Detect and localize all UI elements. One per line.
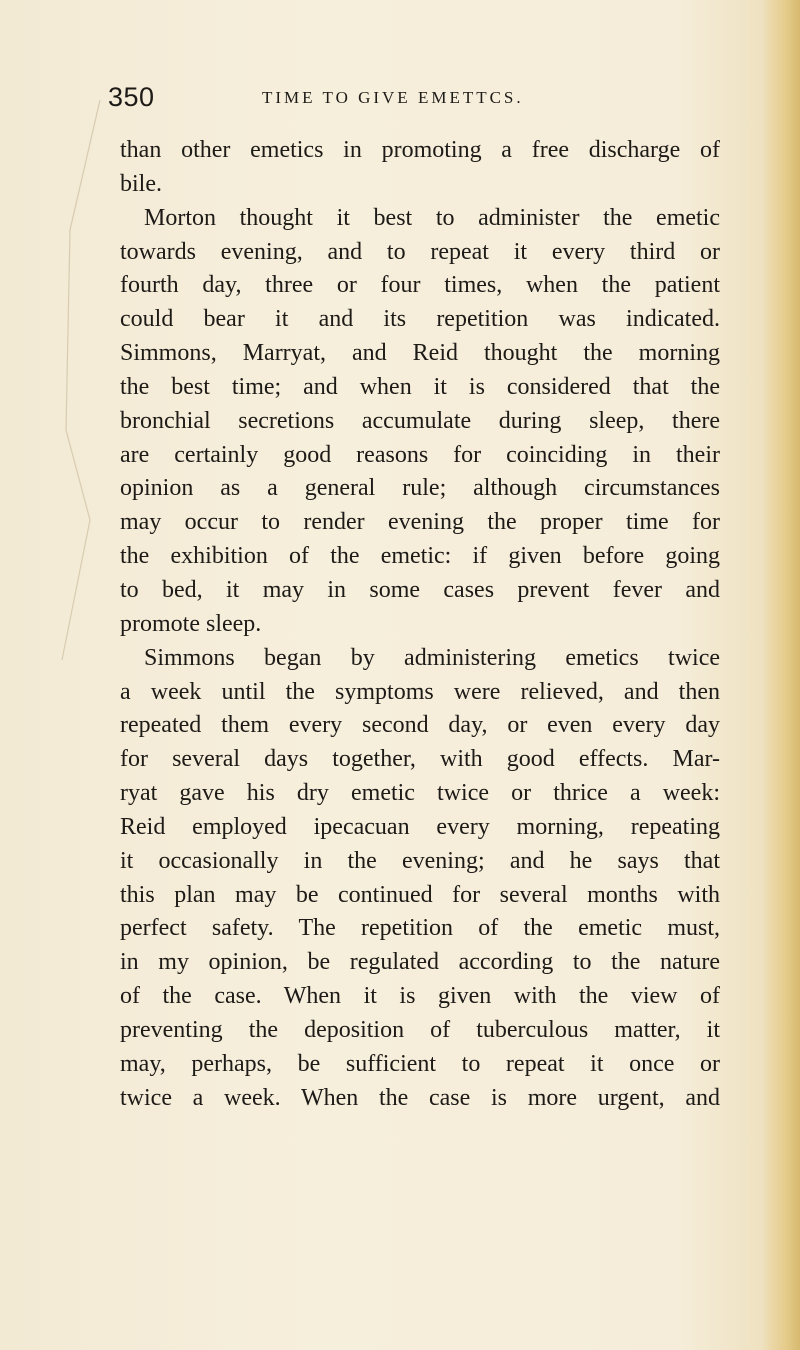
text-line: than other emetics in promoting a free discharge of (120, 137, 720, 163)
text-line: Morton thought it best to administer the emetic (144, 204, 720, 231)
page-number: 350 (108, 82, 155, 112)
page-header (108, 82, 728, 122)
text-line: fourth day, three or four times, when the patient (120, 272, 720, 299)
text-line: are certainly good reasons for coinciding in their (120, 441, 720, 468)
text-line: perfect safety. The repetition of the emetic must, (120, 915, 720, 942)
body-text (120, 134, 720, 1115)
text-line: may occur to render evening the proper time for (120, 509, 720, 536)
text-line: opinion as a general rule; although circumstances (120, 475, 720, 502)
text-line: ryat gave his dry emetic twice or thrice a week: (120, 780, 720, 807)
text-line: for several days together, with good effects. Mar- (120, 746, 720, 773)
text-line: promote sleep. (120, 610, 262, 637)
paper-crease (60, 100, 110, 660)
text-line: Simmons, Marryat, and Reid thought the morning (120, 340, 720, 367)
text-line: could bear it and its repetition was indicated. (120, 306, 720, 333)
text-line: to bed, it may in some cases prevent fever and (120, 576, 720, 603)
text-line: the exhibition of the emetic: if given before going (120, 543, 720, 570)
running-head: TIME TO GIVE EMETTCS. (262, 88, 524, 107)
text-line: of the case. When it is given with the view of (120, 983, 720, 1010)
text-line: in my opinion, be regulated according to the nature (120, 949, 720, 976)
text-line: Simmons began by administering emetics twice (144, 644, 720, 671)
text-line: may, perhaps, be sufficient to repeat it once or (120, 1050, 720, 1077)
page-edge-stain (762, 0, 800, 1350)
text-line: Reid employed ipecacuan every morning, repeating (120, 813, 720, 840)
text-line: bile. (120, 170, 162, 197)
text-line: the best time; and when it is considered that the (120, 373, 720, 400)
text-line: it occasionally in the evening; and he says that (120, 847, 720, 874)
text-line: towards evening, and to repeat it every third or (120, 238, 720, 265)
text-line: preventing the deposition of tuberculous matter, it (120, 1016, 720, 1043)
text-line: repeated them every second day, or even every day (120, 712, 720, 739)
text-line: a week until the symptoms were relieved, and then (120, 678, 720, 705)
text-line: this plan may be continued for several months with (120, 881, 720, 908)
text-line: bronchial secretions accumulate during sleep, there (120, 407, 720, 434)
text-line: twice a week. When the case is more urgent, and (120, 1084, 720, 1111)
